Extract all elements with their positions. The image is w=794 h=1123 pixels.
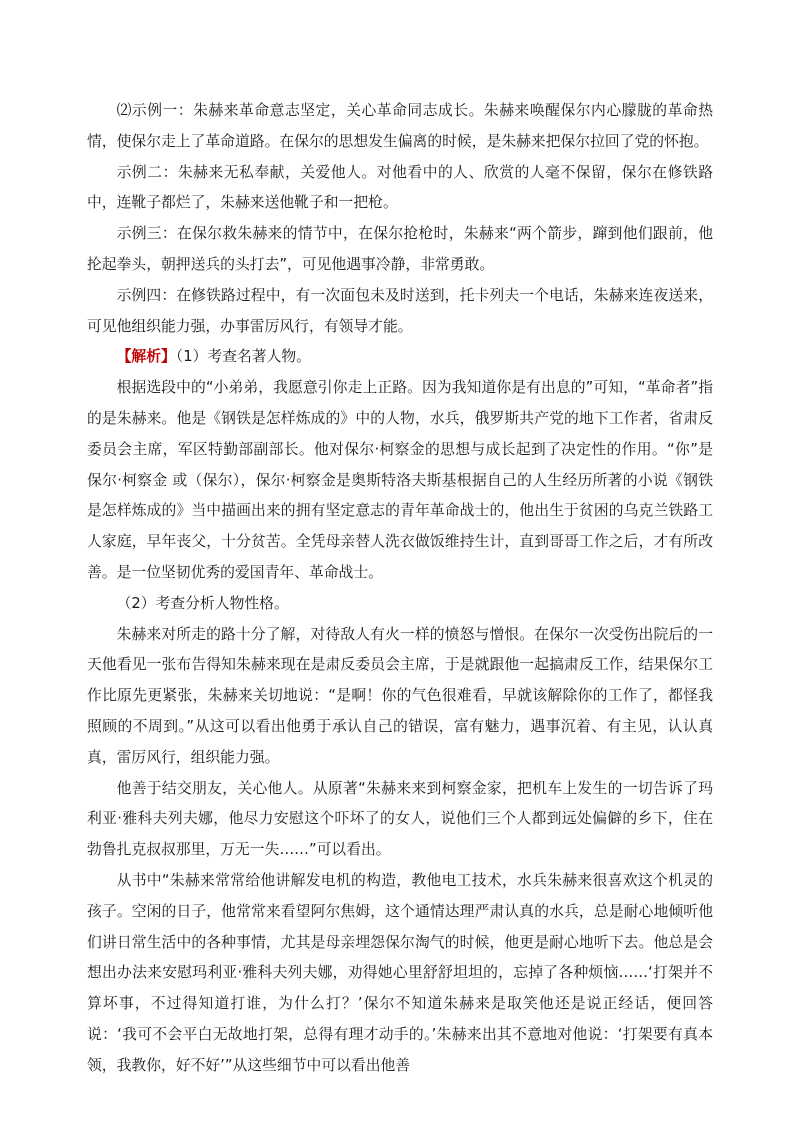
- paragraph-analysis-3: [87, 774, 713, 866]
- paragraph-text: 他善于结交朋友，关心他人。从原著“朱赫来来到柯察金家，把机车上发生的一切告诉了玛利亚·雅科夫列夫娜，他尽力安慰这个吓坏了的女人，说他们三个人都到远处偏僻的乡下，住在勃鲁扎克叔叔那里，万无一失……”可以看出。: [87, 779, 713, 859]
- paragraph-text: 从书中“朱赫来常常给他讲解发电机的构造，教他电工技术，水兵朱赫来很喜欢这个机灵的孩子。空闲的日子，他常常来看望阿尔焦姆，这个通情达理严肃认真的水兵，总是耐心地倾听他们讲日常生活中的各种事情，尤其是母亲埋怨保尔淘气的时候，他更是耐心地听下去。他总是会想出办法来安慰玛利亚·雅科夫列夫娜，劝得她心里舒舒坦坦的，忘掉了各种烦恼……‘打架并不算坏事，不过得知道打谁，为什么打？’保尔不知道朱赫来是取笑他还是说正经话，便回答说：‘我可不会平白无故地打架，总得有理才动手的。’朱赫来出其不意地对他说：‘打架要有真本领，我教你，好不好’”从这些细节中可以看出他善: [87, 871, 713, 1074]
- paragraph-example-1: [87, 96, 713, 158]
- analysis-tag: 【解析】: [116, 348, 176, 366]
- paragraph-text: 示例三：在保尔救朱赫来的情节中，在保尔抢枪时，朱赫来“两个箭步，蹿到他们跟前，他抡起拳头，朝押送兵的头打去”，可见他遇事冷静，非常勇敢。: [87, 225, 713, 273]
- document-body: [87, 96, 713, 1082]
- paragraph-text: 示例二：朱赫来无私奉献，关爱他人。对他看中的人、欣赏的人毫不保留，保尔在修铁路中，连靴子都烂了，朱赫来送他靴子和一把枪。: [87, 163, 713, 212]
- paragraph-analysis-heading: [87, 342, 713, 373]
- paragraph-analysis-2: [87, 620, 713, 774]
- paragraph-example-3: [87, 219, 713, 281]
- paragraph-example-4: [87, 281, 713, 343]
- paragraph-analysis-1: [87, 373, 713, 589]
- paragraph-text: （1）考查名著人物。: [175, 348, 311, 366]
- paragraph-text: 朱赫来对所走的路十分了解，对待敌人有火一样的愤怒与憎恨。在保尔一次受伤出院后的一天他看见一张布告得知朱赫来现在是肃反委员会主席，于是就跟他一起搞肃反工作，结果保尔工作比原先更紧张，朱赫来关切地说：“是啊！你的气色很难看，早就该解除你的工作了，都怪我照顾的不周到。”从这可以看出他勇于承认自己的错误，富有魅力，遇事沉着、有主见，认认真真，雷厉风行，组织能力强。: [87, 625, 713, 766]
- paragraph-analysis-2-heading: [87, 589, 713, 620]
- paragraph-text: ⑵示例一：朱赫来革命意志坚定，关心革命同志成长。朱赫来唤醒保尔内心朦胧的革命热情，使保尔走上了革命道路。在保尔的思想发生偏离的时候，是朱赫来把保尔拉回了党的怀抱。: [87, 102, 713, 150]
- paragraph-text: 示例四：在修铁路过程中，有一次面包未及时送到，托卡列夫一个电话，朱赫来连夜送来，可见他组织能力强，办事雷厉风行，有领导才能。: [87, 286, 713, 335]
- paragraph-analysis-4: [87, 866, 713, 1082]
- paragraph-text: （2）考查分析人物性格。: [116, 594, 289, 612]
- paragraph-text: 根据选段中的“小弟弟，我愿意引你走上正路。因为我知道你是有出息的”可知，“革命者”指的是朱赫来。他是《钢铁是怎样炼成的》中的人物，水兵，俄罗斯共产党的地下工作者，省肃反委员会主席，军区特勤部副部长。他对保尔·柯察金的思想与成长起到了决定性的作用。“你”是保尔·柯察金 或（保尔），保尔·柯察金是奥斯特洛夫斯基根据自己的人生经历所著的小说《钢铁是怎样炼成的》当中描画出来的拥有坚定意志的青年革命战士的，他出生于贫困的乌克兰铁路工人家庭，早年丧父，十分贫苦。全凭母亲替人洗衣做饭维持生计，直到哥哥工作之后，才有所改善。是一位坚韧优秀的爱国青年、革命战士。: [87, 379, 713, 581]
- paragraph-example-2: [87, 158, 713, 220]
